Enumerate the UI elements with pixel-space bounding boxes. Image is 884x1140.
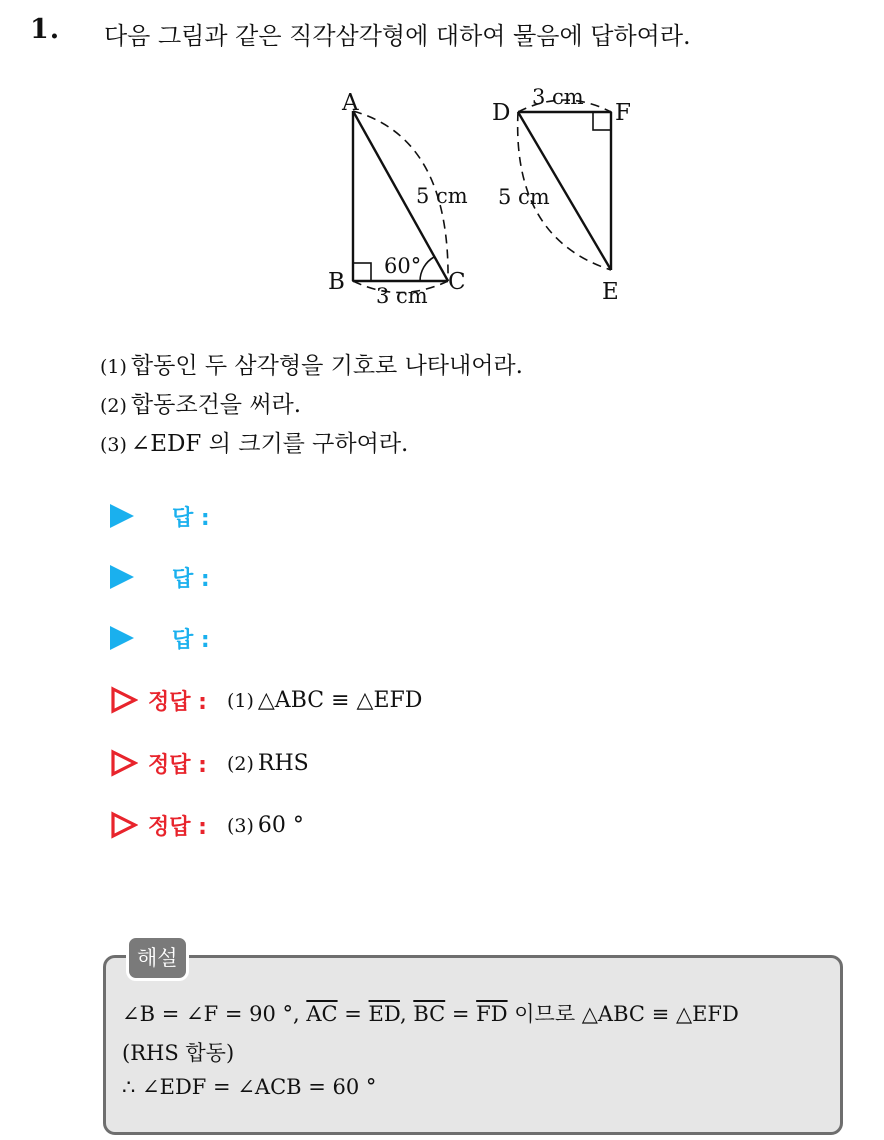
- triangle-figure: [320, 78, 640, 313]
- play-triangle-icon: [110, 626, 134, 650]
- hypotenuse-label-ac: 5 cm: [416, 184, 468, 208]
- sub-question-number: (1): [100, 356, 127, 378]
- right-angle-mark-f: [593, 112, 611, 130]
- question-number: 1.: [30, 14, 61, 45]
- sub-question-3: [100, 425, 408, 458]
- sub-question-1: [100, 347, 523, 380]
- vertex-label-b: B: [328, 269, 345, 295]
- exp-text: =: [445, 1002, 477, 1026]
- answer-row-2[interactable]: [110, 559, 210, 595]
- answer-label: 답 :: [172, 505, 210, 531]
- key-label: 정답 :: [148, 814, 207, 840]
- answer-row-3[interactable]: [110, 620, 210, 656]
- exp-text: ,: [399, 1002, 414, 1026]
- segment-fd: $\overline{FD}$: [476, 1002, 508, 1026]
- angle-label-c: 60°: [384, 254, 422, 278]
- right-angle-mark-b: [353, 263, 371, 281]
- key-label: 정답 :: [148, 689, 207, 715]
- vertex-label-a: A: [342, 90, 359, 116]
- base-label-bc: 3 cm: [376, 284, 428, 308]
- key-label: 정답 :: [148, 752, 207, 778]
- sub-question-number: (2): [100, 395, 127, 417]
- key-value: [227, 751, 309, 776]
- play-triangle-icon: [110, 565, 134, 589]
- key-value: [227, 688, 422, 713]
- key-row-1: [110, 682, 422, 718]
- explanation-line-1: [122, 998, 739, 1028]
- vertex-label-f: F: [615, 100, 631, 126]
- answer-label: 답 :: [172, 627, 210, 653]
- segment-ed: $\overline{ED}$: [368, 1002, 400, 1026]
- sub-question-text: 합동조건을 써라.: [130, 392, 302, 418]
- outline-triangle-icon: [110, 811, 138, 839]
- vertex-label-d: D: [492, 100, 511, 126]
- explanation-line-2: (RHS 합동): [122, 1041, 235, 1065]
- key-row-3: [110, 807, 304, 843]
- key-row-2: [110, 745, 309, 781]
- angle-arc-c: [420, 257, 434, 281]
- exp-text: 이므로 △ABC ≡ △EFD: [507, 1002, 739, 1026]
- sub-question-number: (3): [100, 434, 127, 456]
- question-text: 다음 그림과 같은 직각삼각형에 대하여 물음에 답하여라.: [104, 22, 691, 50]
- key-text: △ABC ≡ △EFD: [257, 687, 423, 713]
- sub-question-text: ∠EDF 의 크기를 구하여라.: [130, 431, 409, 457]
- explanation-tab: 해설: [126, 935, 189, 981]
- explanation-line-3: ∴ ∠EDF = ∠ACB = 60 °: [122, 1075, 377, 1099]
- sub-question-2: [100, 386, 301, 419]
- vertex-label-e: E: [602, 279, 619, 305]
- key-number: (3): [226, 814, 254, 837]
- key-value: [227, 813, 304, 838]
- key-number: (2): [226, 752, 254, 775]
- segment-ac: $\overline{AC}$: [306, 1002, 338, 1026]
- hypotenuse-label-de: 5 cm: [498, 185, 550, 209]
- key-text: RHS: [257, 750, 309, 776]
- triangle-dfe: [492, 85, 631, 305]
- key-text: 60 °: [257, 812, 304, 838]
- exp-text: =: [337, 1002, 369, 1026]
- sub-question-text: 합동인 두 삼각형을 기호로 나타내어라.: [130, 353, 523, 379]
- vertex-label-c: C: [448, 269, 466, 295]
- outline-triangle-icon: [110, 686, 138, 714]
- outline-triangle-icon: [110, 749, 138, 777]
- answer-row-1[interactable]: [110, 498, 210, 534]
- key-number: (1): [226, 689, 254, 712]
- answer-label: 답 :: [172, 566, 210, 592]
- play-triangle-icon: [110, 504, 134, 528]
- top-label-df: 3 cm: [532, 85, 584, 109]
- triangle-abc: [328, 90, 468, 308]
- segment-bc: $\overline{BC}$: [413, 1002, 446, 1026]
- exp-text: ∠B = ∠F = 90 °,: [122, 1002, 307, 1026]
